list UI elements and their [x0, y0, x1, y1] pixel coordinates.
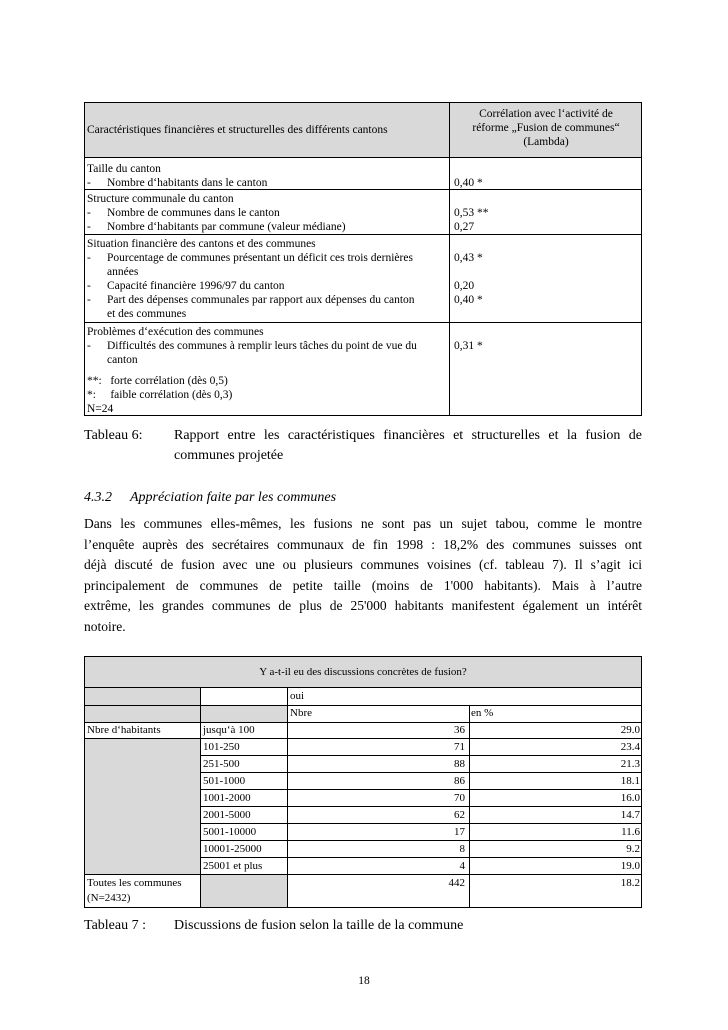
table-7-shade	[85, 687, 200, 705]
table-6-rule	[85, 157, 641, 158]
group-header: oui	[290, 690, 305, 702]
bullet: -	[87, 207, 91, 219]
item-value: 0,40 *	[454, 294, 483, 306]
bullet: -	[87, 177, 91, 189]
nbre-value: 86	[454, 775, 465, 787]
item-text: et des communes	[107, 308, 187, 320]
section-title: Situation financière des cantons et des communes	[87, 238, 316, 250]
section-number: 4.3.2	[84, 490, 112, 505]
item-text: Capacité financière 1996/97 du canton	[107, 280, 285, 292]
total-nbre: 442	[448, 877, 465, 889]
size-class: 1001-2000	[203, 792, 251, 804]
table-6-note: N=24	[87, 403, 114, 415]
table-6-rule	[85, 322, 641, 323]
body-paragraph	[84, 514, 642, 637]
item-text: Nombre d‘habitants dans le canton	[107, 177, 268, 189]
table-6-caption-label: Tableau 6:	[84, 428, 143, 443]
paragraph-line: principalement de communes de petite taille (moins de 1'000 habitants). Mais à l’autre	[84, 577, 642, 593]
nbre-value: 71	[454, 741, 465, 753]
bullet: -	[87, 294, 91, 306]
table-7-rule	[85, 687, 641, 688]
size-class: 251-500	[203, 758, 240, 770]
bullet: -	[87, 340, 91, 352]
table-7-col-divider	[469, 705, 470, 907]
table-6-note: **: forte corrélation (dès 0,5)	[87, 375, 228, 387]
page-number: 18	[358, 975, 370, 987]
paragraph-line: Dans les communes elles-mêmes, les fusions ne sont pas un sujet tabou, comme le montre	[84, 516, 642, 531]
size-class: 101-250	[203, 741, 240, 753]
nbre-value: 62	[454, 809, 465, 821]
section-title: Structure communale du canton	[87, 193, 234, 205]
item-text: Part des dépenses communales par rapport aux dépenses du canton	[107, 294, 415, 306]
item-text: années	[107, 266, 139, 278]
item-value: 0,53 **	[454, 207, 489, 219]
table-6-header-left: Caractéristiques financières et structurelles des différents cantons	[87, 124, 388, 136]
paragraph-line: déjà discuté de fusion avec une ou plusieurs communes voisines (cf. tableau 7). Il s’agit ici	[84, 557, 642, 572]
size-class: 25001 et plus	[203, 860, 263, 872]
table-6-header-right-line: Corrélation avec l‘activité de	[479, 108, 613, 120]
size-class: 2001-5000	[203, 809, 251, 821]
total-label: (N=2432)	[87, 892, 131, 904]
size-class: 10001-25000	[203, 843, 262, 855]
bullet: -	[87, 280, 91, 292]
row-label: Nbre d‘habitants	[87, 724, 161, 736]
pct-value: 19.0	[620, 860, 640, 872]
size-class: 501-1000	[203, 775, 246, 787]
nbre-value: 8	[459, 843, 465, 855]
pct-value: 16.0	[620, 792, 640, 804]
total-pct: 18.2	[620, 877, 640, 889]
item-text: Pourcentage de communes présentant un déficit ces trois dernières	[107, 252, 413, 264]
item-text: canton	[107, 354, 138, 366]
table-6-caption-text: Rapport entre les caractéristiques financières et structurelles et la fusion de	[174, 428, 642, 443]
table-6-header-right-line: (Lambda)	[523, 136, 569, 148]
table-7	[84, 656, 642, 908]
item-value: 0,31 *	[454, 340, 483, 352]
table-6-note: *: faible corrélation (dès 0,3)	[87, 389, 233, 401]
pct-value: 23.4	[620, 741, 640, 753]
item-text: Nombre de communes dans le canton	[107, 207, 280, 219]
size-class: 5001-10000	[203, 826, 257, 838]
pct-value: 21.3	[620, 758, 640, 770]
bullet: -	[87, 252, 91, 264]
item-text: Nombre d‘habitants par commune (valeur médiane)	[107, 221, 346, 233]
table-7-shade	[85, 738, 200, 874]
table-6-column-divider	[449, 103, 450, 415]
bullet: -	[87, 221, 91, 233]
table-6-header-right-line: réforme „Fusion de communes“	[472, 122, 620, 134]
paragraph-line: l’enquête auprès des secrétaires communaux de fin 1998 : 18,2% des communes suisses ont	[84, 536, 642, 552]
table-7-caption-text: Discussions de fusion selon la taille de la commune	[174, 918, 464, 933]
table-7-caption-label: Tableau 7 :	[84, 918, 146, 933]
table-7-shade	[85, 705, 200, 722]
table-7-shade	[201, 874, 287, 907]
pct-value: 11.6	[621, 826, 640, 838]
column-header-nbre: Nbre	[290, 707, 312, 719]
paragraph-line: extrême, les grandes communes de plus de 25'000 habitants manifestent également un intérêt	[84, 598, 642, 613]
paragraph-line: notoire.	[84, 618, 126, 634]
table-6	[84, 102, 642, 416]
item-value: 0,20	[454, 280, 475, 292]
table-6-caption-text: communes projetée	[174, 448, 284, 463]
item-text: Difficultés des communes à remplir leurs tâches du point de vue du	[107, 340, 417, 352]
nbre-value: 17	[454, 826, 465, 838]
nbre-value: 88	[454, 758, 465, 770]
table-7-title: Y a-t-il eu des discussions concrètes de fusion?	[259, 666, 467, 678]
pct-value: 14.7	[620, 809, 640, 821]
total-label: Toutes les communes	[87, 877, 182, 889]
item-value: 0,40 *	[454, 177, 483, 189]
item-value: 0,27	[454, 221, 475, 233]
section-title: Taille du canton	[87, 163, 161, 175]
nbre-value: 70	[454, 792, 465, 804]
table-6-rule	[85, 234, 641, 235]
column-header-pct: en %	[471, 707, 494, 719]
nbre-value: 36	[454, 724, 465, 736]
pct-value: 29.0	[620, 724, 640, 736]
item-value: 0,43 *	[454, 252, 483, 264]
table-7-col-divider	[200, 687, 201, 907]
section-title: Problèmes d‘exécution des communes	[87, 326, 264, 338]
size-class: jusqu‘à 100	[203, 724, 255, 736]
nbre-value: 4	[459, 860, 465, 872]
section-title: Appréciation faite par les communes	[130, 490, 337, 505]
pct-value: 18.1	[620, 775, 640, 787]
table-7-rule	[85, 705, 641, 706]
table-7-shade	[201, 705, 287, 722]
pct-value: 9.2	[626, 843, 640, 855]
table-7-col-divider	[287, 687, 288, 907]
